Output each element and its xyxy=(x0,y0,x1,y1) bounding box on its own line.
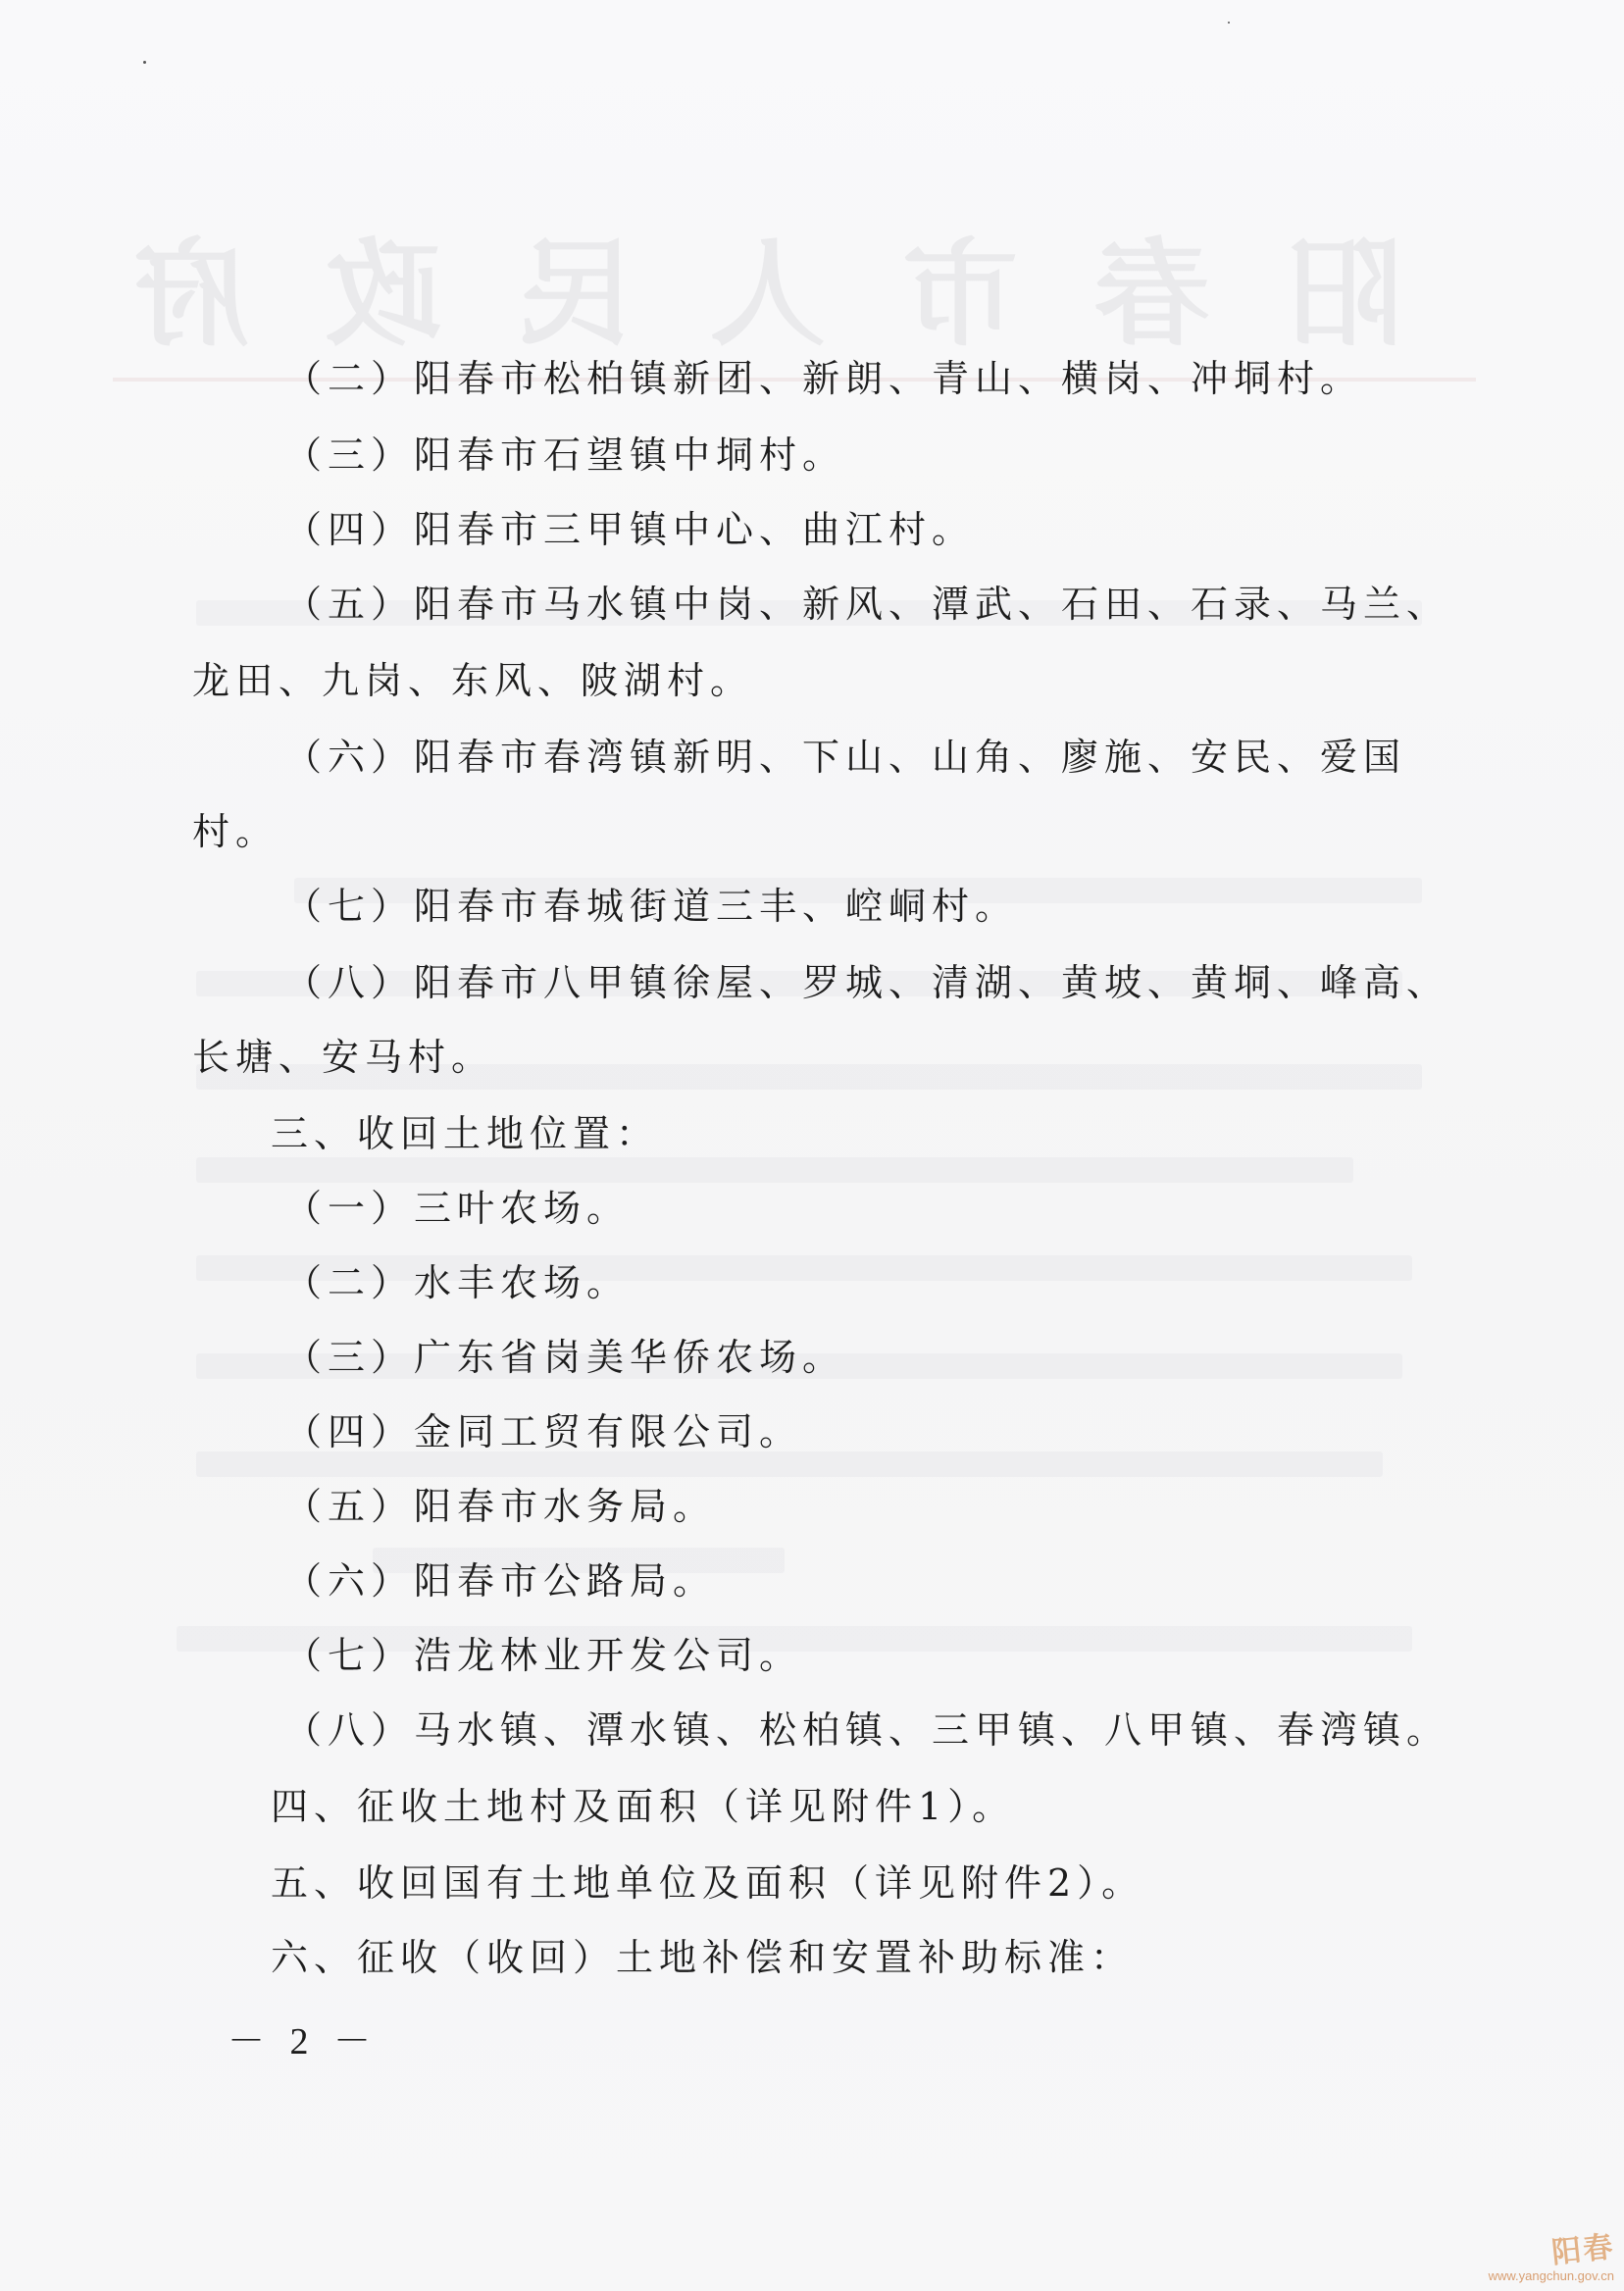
body-line: （一）三叶农场。 xyxy=(284,1187,631,1230)
body-line: （三）广东省岗美华侨农场。 xyxy=(284,1336,846,1379)
body-line: （八）马水镇、潭水镇、松柏镇、三甲镇、八甲镇、春湾镇。 xyxy=(284,1708,1450,1752)
body-line: （六）阳春市公路局。 xyxy=(284,1559,717,1603)
body-line: （二）阳春市松柏镇新团、新朗、青山、横岗、冲垌村。 xyxy=(284,357,1364,400)
body-line: （三）阳春市石望镇中垌村。 xyxy=(284,433,846,477)
body-line: （六）阳春市春湾镇新明、下山、山角、廖施、安民、爱国 xyxy=(284,736,1407,779)
body-line: （七）阳春市春城街道三丰、崆峒村。 xyxy=(284,885,1019,928)
body-line: 长塘、安马村。 xyxy=(192,1036,495,1079)
body-line: （二）水丰农场。 xyxy=(284,1261,631,1304)
body-line: （七）浩龙林业开发公司。 xyxy=(284,1634,803,1677)
body-line: 龙田、九岗、东风、陂湖村。 xyxy=(192,659,754,702)
section-heading: 六、征收（收回）土地补偿和安置补助标准： xyxy=(271,1936,1135,1979)
scan-speck xyxy=(1228,22,1230,24)
site-watermark xyxy=(1488,2225,1617,2283)
body-line: （四）金同工贸有限公司。 xyxy=(284,1410,803,1453)
body-line: 村。 xyxy=(192,810,279,853)
show-through-text xyxy=(196,1157,1353,1183)
body-line: （四）阳春市三甲镇中心、曲江村。 xyxy=(284,508,976,551)
show-through-text xyxy=(196,1451,1383,1477)
watermark-url: www.yangchun.gov.cn xyxy=(1488,2268,1614,2283)
body-line: （八）阳春市八甲镇徐屋、罗城、清湖、黄坡、黄垌、峰高、 xyxy=(284,961,1450,1004)
body-line: （五）阳春市马水镇中岗、新风、潭武、石田、石录、马兰、 xyxy=(284,583,1450,626)
scan-speck xyxy=(143,61,146,64)
page-number: － 2 － xyxy=(228,2021,380,2062)
body-line: （五）阳春市水务局。 xyxy=(284,1485,717,1528)
show-through-letterhead: 阳春市人民政府 xyxy=(56,226,1402,362)
section-heading: 三、收回土地位置： xyxy=(271,1112,660,1155)
watermark-logo: 阳春 xyxy=(1549,2229,1617,2271)
section-heading: 五、收回国有土地单位及面积（详见附件2）。 xyxy=(271,1861,1145,1905)
section-heading: 四、征收土地村及面积（详见附件1）。 xyxy=(271,1785,1016,1828)
